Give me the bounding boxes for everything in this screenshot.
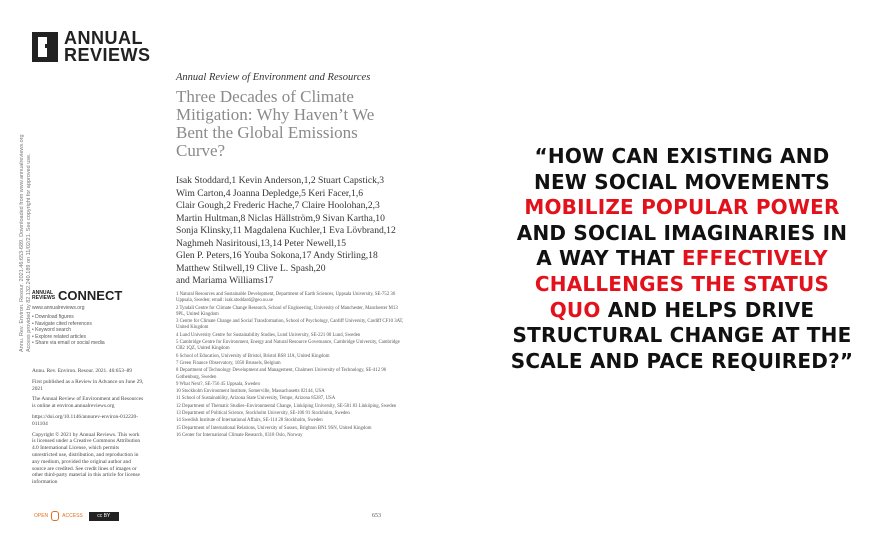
author-line: Naghmeh Nasiritousi,13,14 Peter Newell,15 (176, 237, 346, 249)
affiliation-list (176, 292, 406, 440)
open-label: OPEN (34, 513, 49, 519)
connect-brand: CONNECT (58, 288, 123, 303)
quote-text: “HOW CAN EXISTING AND NEW SOCIAL MOVEMENTS (534, 144, 830, 194)
download-note (19, 132, 33, 352)
author-line: Clair Gough,2 Frederic Hache,7 Claire Hoolohan,2,3 (176, 200, 380, 211)
connect-item[interactable]: • Navigate cited references (32, 321, 122, 328)
annual-reviews-logo-icon (32, 32, 58, 62)
doi-link[interactable]: https://doi.org/10.1146/annurev-environ-012220-011104 (32, 413, 139, 427)
quote-text: AND HELPS DRIVE STRUCTURAL CHANGE AT THE SCALE AND PACE REQUIRED?” (510, 297, 854, 373)
affiliation: 7 Green Finance Observatory, 1050 Brussels, Belgium (176, 360, 281, 366)
connect-url[interactable]: www.annualreviews.org (32, 305, 85, 311)
affiliation: 5 Cambridge Centre for Environment, Energy and Natural Resource Governance, Cambridge University, Cambridge CB2 1QZ, United Kingdom (176, 340, 400, 352)
quote-highlight: EFFECTIVELY CHALLENGES THE STATUS QUO (534, 246, 830, 322)
cc-by-badge: cc BY (89, 512, 119, 521)
author-line: Wim Carton,4 Joanna Depledge,5 Keri Facer,1,6 (176, 187, 364, 199)
journal-name: Annual Review of Environment and Resources (176, 72, 371, 83)
quote-text: AND SOCIAL IMAGINARIES IN A WAY THAT (516, 220, 848, 271)
article-title: Three Decades of Climate Mitigation: Why Haven’t We Bent the Global Emissions Curve? (176, 87, 375, 160)
access-label: ACCESS (62, 513, 83, 519)
author-list (176, 175, 426, 288)
open-access-lock-icon (51, 511, 59, 521)
published-note: First published as a Review in Advance on June 29, 2021 (32, 378, 144, 392)
download-note-line: Access provided by 82.132.240.189 on 11/02/21. See copyright for approved use. (26, 153, 32, 352)
affiliation: 8 Department of Technology Development and Management, Chalmers University of Technology, SE-412 96 Gothenburg, Sweden (176, 368, 387, 380)
author-line: and Mariama Williams17 (176, 275, 274, 286)
author-line: Matthew Stilwell,19 Clive L. Spash,20 (176, 262, 326, 274)
logo-line-2: REVIEWS (64, 45, 151, 65)
affiliation: 16 Center for International Climate Research, 0318 Oslo, Norway (176, 432, 303, 438)
affiliation: 6 School of Education, University of Bristol, Bristol BS8 1JA, United Kingdom (176, 353, 330, 359)
page-number: 653 (372, 513, 381, 519)
affiliation: 2 Tyndall Centre for Climate Change Research, School of Engineering, University of Manchester, Manchester M13 9PL, United Kingdom (176, 305, 398, 317)
copyright-note: Copyright © 2021 by Annual Reviews. This work is licensed under a Creative Commons Attribution 4.0 International License, which permits unrestricted use, distribution, and reproduction in any medium, provided the original author and source are credited. See credit lines of images or other third-party material in this article for license information (32, 431, 141, 486)
connect-item[interactable]: • Share via email or social media (32, 340, 122, 347)
annual-reviews-connect (32, 288, 122, 347)
affiliation: 14 Swedish Institute of International Affairs, SE-114 28 Stockholm, Sweden (176, 418, 323, 424)
connect-item[interactable]: • Keyword search (32, 327, 122, 334)
connect-brand-small: ANNUAL REVIEWS (32, 289, 56, 301)
affiliation: 11 School of Sustainability, Arizona State University, Tempe, Arizona 85287, USA (176, 396, 336, 402)
affiliation: 10 Stockholm Environment Institute, Somerville, Massachusetts 02144, USA (176, 389, 325, 395)
open-access-badge (34, 511, 119, 521)
affiliation: 12 Department of Thematic Studies–Environmental Change, Linköping University, SE-581 83 Linköping, Sweden (176, 403, 397, 409)
citation: Annu. Rev. Environ. Resour. 2021. 46:653–89 (32, 368, 132, 374)
affiliation: 1 Natural Resources and Sustainable Development, Department of Earth Sciences, Uppsala University, SE-752 36 Uppsala, Sweden; email: isak.stoddard@geo.uu.se (176, 292, 396, 304)
affiliation: 3 Centre for Climate Change and Social Transformation, School of Psychology, Cardiff University, Cardiff CF10 3AT, United Kingdom (176, 319, 404, 331)
logo-line-1: ANNUAL (64, 28, 143, 48)
annual-reviews-logo (32, 30, 151, 64)
connect-item[interactable]: • Explore related articles (32, 334, 122, 341)
author-line: Martin Hultman,8 Niclas Hällström,9 Sivan Kartha,10 (176, 212, 385, 224)
author-line: Isak Stoddard,1 Kevin Anderson,1,2 Stuart Capstick,3 (176, 175, 385, 186)
download-note-line: Annu. Rev. Environ. Resour. 2021.46:653-689. Downloaded from www.annualreviews.org (19, 134, 25, 352)
quote-highlight: MOBILIZE POPULAR POWER (524, 195, 840, 220)
affiliation: 15 Department of International Relations, University of Sussex, Brighton BN1 9SN, United Kingdom (176, 425, 372, 431)
article-metadata (32, 368, 144, 490)
affiliation: 9 What Next?, SE-756 45 Uppsala, Sweden (176, 381, 260, 387)
pull-quote (506, 144, 858, 374)
affiliation: 13 Department of Political Science, Stockholm University, SE-106 91 Stockholm, Sweden (176, 411, 350, 417)
online-note: The Annual Review of Environment and Resources is online at environ.annualreviews.org (32, 396, 144, 410)
author-line: Glen P. Peters,16 Youba Sokona,17 Andy Stirling,18 (176, 250, 378, 261)
connect-item[interactable]: • Download figures (32, 314, 122, 321)
author-line: Sonja Klinsky,11 Magdalena Kuchler,1 Eva Lövbrand,12 (176, 225, 396, 236)
affiliation: 4 Lund University Centre for Sustainability Studies, Lund University, SE-221 00 Lund, Sweden (176, 332, 361, 338)
